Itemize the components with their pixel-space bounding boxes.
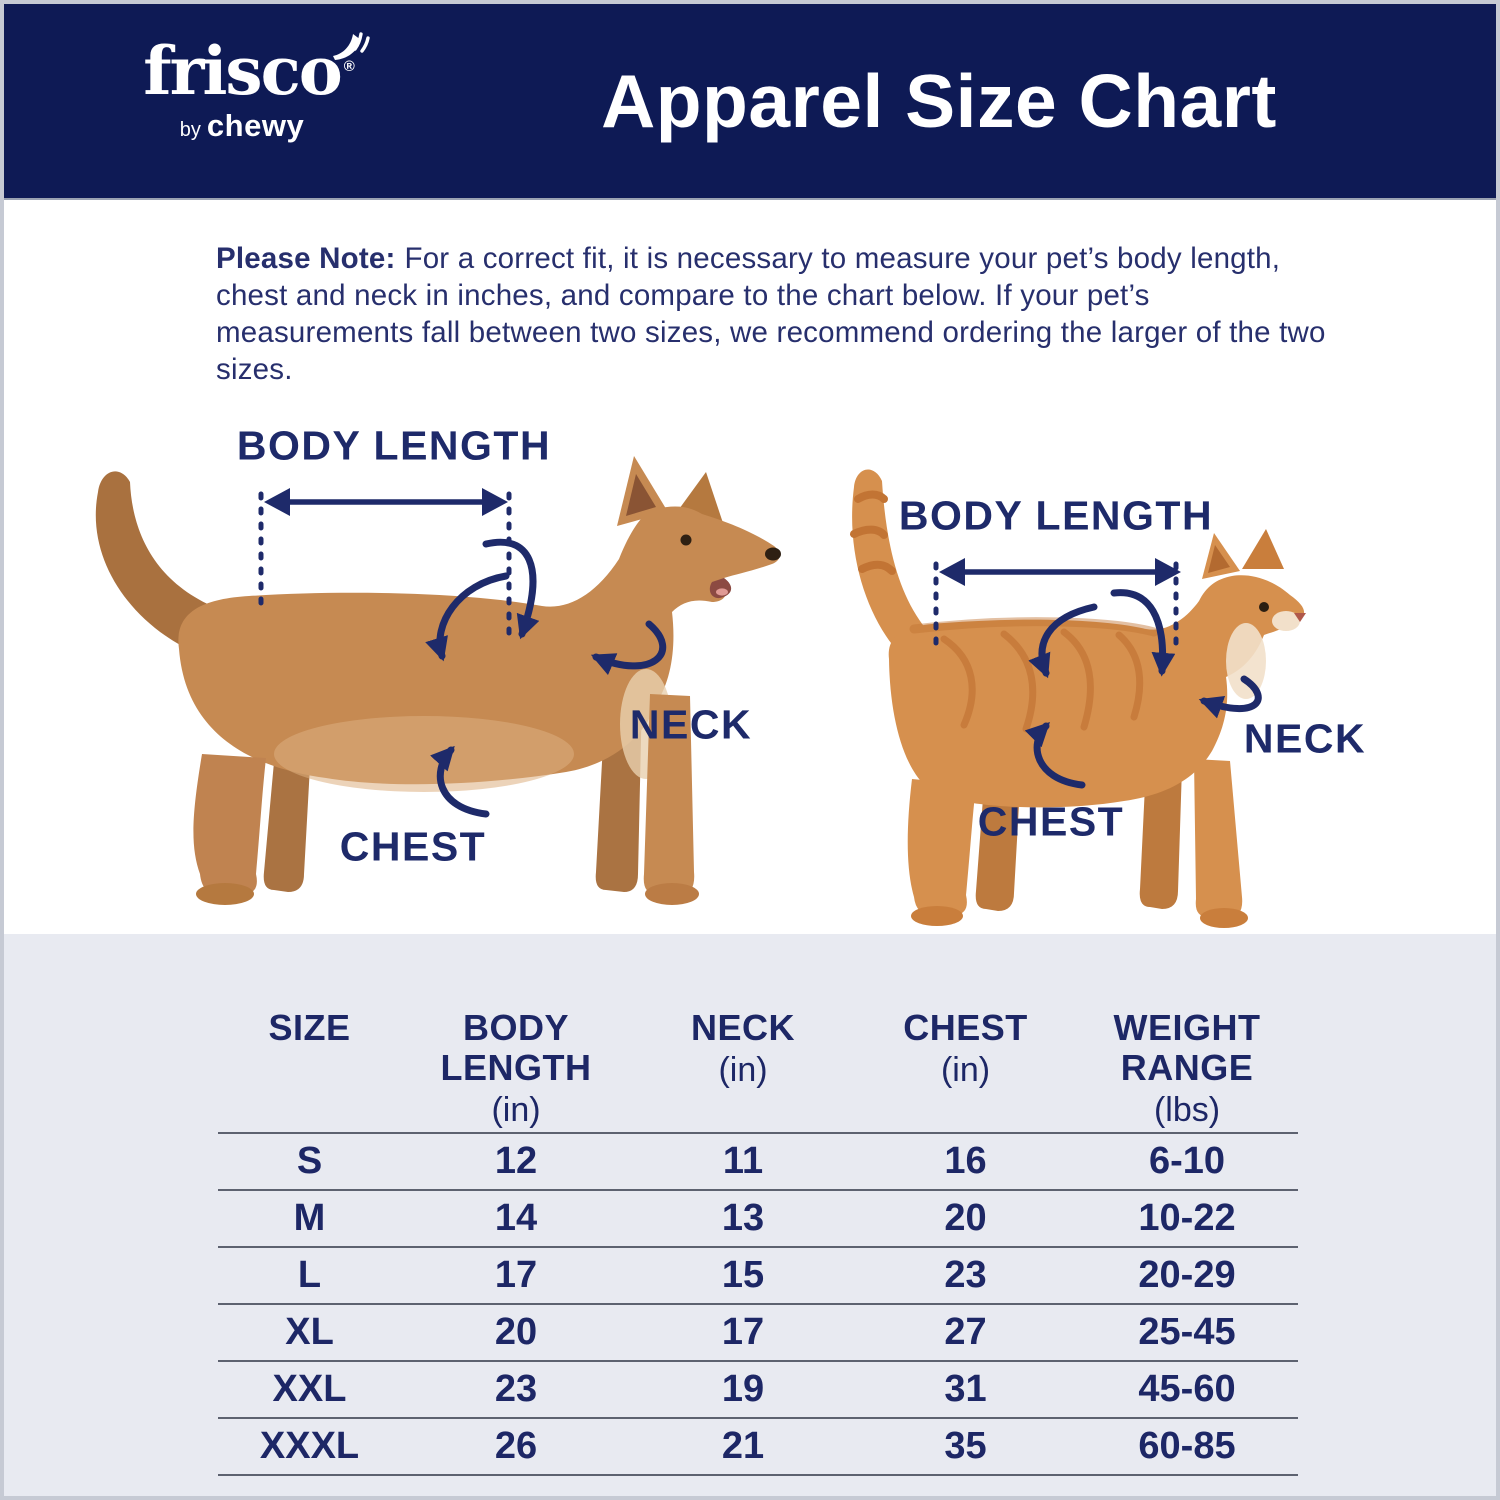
cat-body-length-label: BODY LENGTH: [898, 492, 1214, 539]
col-header-neck: NECK (in): [690, 1007, 795, 1089]
cell-weight-range: 60-85: [1138, 1425, 1236, 1467]
note-label: Please Note:: [216, 242, 396, 275]
cat-neck-label: NECK: [1243, 715, 1367, 762]
cell-weight-range: 20-29: [1138, 1254, 1236, 1296]
table-row: [218, 1248, 1298, 1305]
size-table-header: [218, 1008, 1298, 1134]
table-row: [218, 1134, 1298, 1191]
cell-chest: 35: [944, 1425, 987, 1467]
byline-by: by: [179, 119, 201, 141]
col-header-weight-range: WEIGHT RANGE (lbs): [1113, 1007, 1261, 1129]
col-header-chest: CHEST (in): [903, 1007, 1028, 1089]
cell-chest: 16: [944, 1140, 987, 1182]
col-header-size: SIZE: [268, 1007, 351, 1048]
cell-body-length: 20: [494, 1311, 538, 1353]
cell-neck: 17: [721, 1311, 765, 1353]
cell-neck: 19: [721, 1368, 765, 1410]
frisco-logo: [82, 32, 402, 144]
registered-mark: ®: [343, 58, 355, 75]
cell-weight-range: 6-10: [1148, 1140, 1226, 1182]
cell-neck: 15: [721, 1254, 765, 1296]
table-row: [218, 1191, 1298, 1248]
table-row: [218, 1419, 1298, 1476]
cell-size: XXXL: [259, 1425, 360, 1467]
cell-weight-range: 10-22: [1138, 1197, 1236, 1239]
cell-body-length: 26: [494, 1425, 538, 1467]
table-row: [218, 1305, 1298, 1362]
note-text: For a correct fit, it is necessary to measure your pet’s body length, chest and neck in inches, and compare to the chart below. If your pet’s measurements fall between two sizes, we recommend ordering the larger of the two sizes.: [216, 242, 1326, 386]
cell-size: XXL: [272, 1368, 347, 1410]
cell-chest: 31: [944, 1368, 987, 1410]
cell-body-length: 17: [494, 1254, 538, 1296]
dog-neck-label: NECK: [629, 701, 753, 748]
size-table: [218, 1008, 1298, 1476]
fit-note: [216, 240, 1326, 388]
cell-neck: 11: [722, 1140, 764, 1182]
cell-chest: 27: [944, 1311, 987, 1353]
cell-chest: 23: [944, 1254, 987, 1296]
cell-size: L: [297, 1254, 322, 1296]
cell-body-length: 12: [494, 1140, 538, 1182]
page-title: Apparel Size Chart: [601, 59, 1277, 143]
chewy-wordmark: chewy: [206, 108, 305, 143]
cell-size: M: [293, 1197, 326, 1239]
brand-text: frisco: [143, 32, 341, 110]
cell-size: S: [296, 1140, 323, 1182]
cat-chest-label: CHEST: [977, 798, 1125, 845]
cell-chest: 20: [944, 1197, 987, 1239]
frisco-wordmark: [143, 32, 355, 110]
swoosh-icon: [327, 26, 371, 70]
cell-neck: 13: [721, 1197, 765, 1239]
cell-body-length: 14: [494, 1197, 538, 1239]
header: [4, 4, 1496, 200]
dog-chest-label: CHEST: [339, 823, 487, 870]
cell-body-length: 23: [494, 1368, 538, 1410]
table-row: [218, 1362, 1298, 1419]
cell-size: XL: [285, 1311, 334, 1353]
cell-weight-range: 25-45: [1138, 1311, 1236, 1353]
byline: [82, 108, 402, 144]
col-header-body-length: BODY LENGTH (in): [440, 1007, 592, 1129]
cell-weight-range: 45-60: [1138, 1368, 1236, 1410]
dog-body-length-label: BODY LENGTH: [236, 422, 552, 469]
cell-neck: 21: [721, 1425, 765, 1467]
size-table-section: [4, 934, 1496, 1500]
